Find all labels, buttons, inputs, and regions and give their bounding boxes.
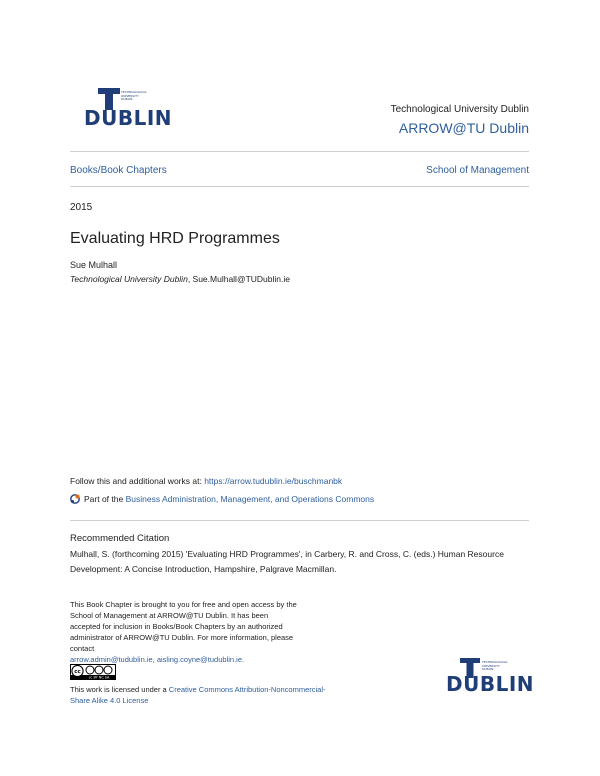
repository-link[interactable]: ARROW@TU Dublin <box>398 120 529 136</box>
access-notice-text: This Book Chapter is brought to you for free and open access by the School of Management at ARROW@TU Dublin. It has been accepted for inclusion in Books/Book Chapters by an authorized administrator of ARROW@TU Dublin. For more information, please contact <box>70 600 297 653</box>
divider-citation <box>70 520 529 521</box>
author-email: , Sue.Mulhall@TUDublin.ie <box>187 274 290 284</box>
divider-top <box>70 151 529 152</box>
access-notice <box>70 599 300 665</box>
follow-prefix: Follow this and additional works at: <box>70 476 205 486</box>
publication-year: 2015 <box>70 202 93 213</box>
logo-small-text: TECHNOLOGICAL UNIVERSITY DUBLIN <box>121 90 147 101</box>
logo-small-text-footer: TECHNOLOGICAL UNIVERSITY DUBLIN <box>482 660 508 671</box>
affiliation-name: Technological University Dublin <box>70 274 188 284</box>
license-line <box>70 684 330 706</box>
network-icon <box>70 494 80 504</box>
contact-emails-link[interactable]: arrow.admin@tudublin.ie, aisling.coyne@tudublin.ie. <box>70 655 245 664</box>
author-affiliation <box>70 274 290 284</box>
svg-text:cc: cc <box>74 669 81 675</box>
cc-badge-label: cc BY NC SA <box>88 675 110 680</box>
tu-dublin-logo <box>84 88 173 130</box>
follow-url-link[interactable]: https://arrow.tudublin.ie/buschmanbk <box>204 476 343 486</box>
part-of-line <box>70 494 374 504</box>
follow-line <box>70 476 342 486</box>
recommended-citation-heading: Recommended Citation <box>70 533 170 544</box>
license-prefix: This work is licensed under a <box>70 685 169 694</box>
commons-link[interactable]: Business Administration, Management, and Operations Commons <box>125 494 375 504</box>
tu-dublin-logo-footer <box>446 658 535 700</box>
license-link[interactable]: Creative Commons Attribution-Noncommercial-Share Alike 4.0 License <box>70 685 326 705</box>
breadcrumb-collection-link[interactable]: Books/Book Chapters <box>70 165 167 176</box>
recommended-citation-text: Mulhall, S. (forthcoming 2015) 'Evaluating HRD Programmes', in Carbery, R. and Cross, C. (eds.) Human Resource Development: A Concise Introduction, Hampshire, Palgrave Macmillan. <box>70 549 504 574</box>
part-of-prefix: Part of the <box>84 494 124 504</box>
institution-name: Technological University Dublin <box>390 104 529 115</box>
paper-title: Evaluating HRD Programmes <box>70 230 280 247</box>
divider-breadcrumb <box>70 186 529 187</box>
author-name: Sue Mulhall <box>70 260 118 270</box>
breadcrumb-school-link[interactable]: School of Management <box>426 165 529 176</box>
logo-wordmark-footer: DUBLIN <box>446 672 535 696</box>
cc-license-badge[interactable] <box>70 664 116 680</box>
logo-wordmark: DUBLIN <box>84 106 173 130</box>
